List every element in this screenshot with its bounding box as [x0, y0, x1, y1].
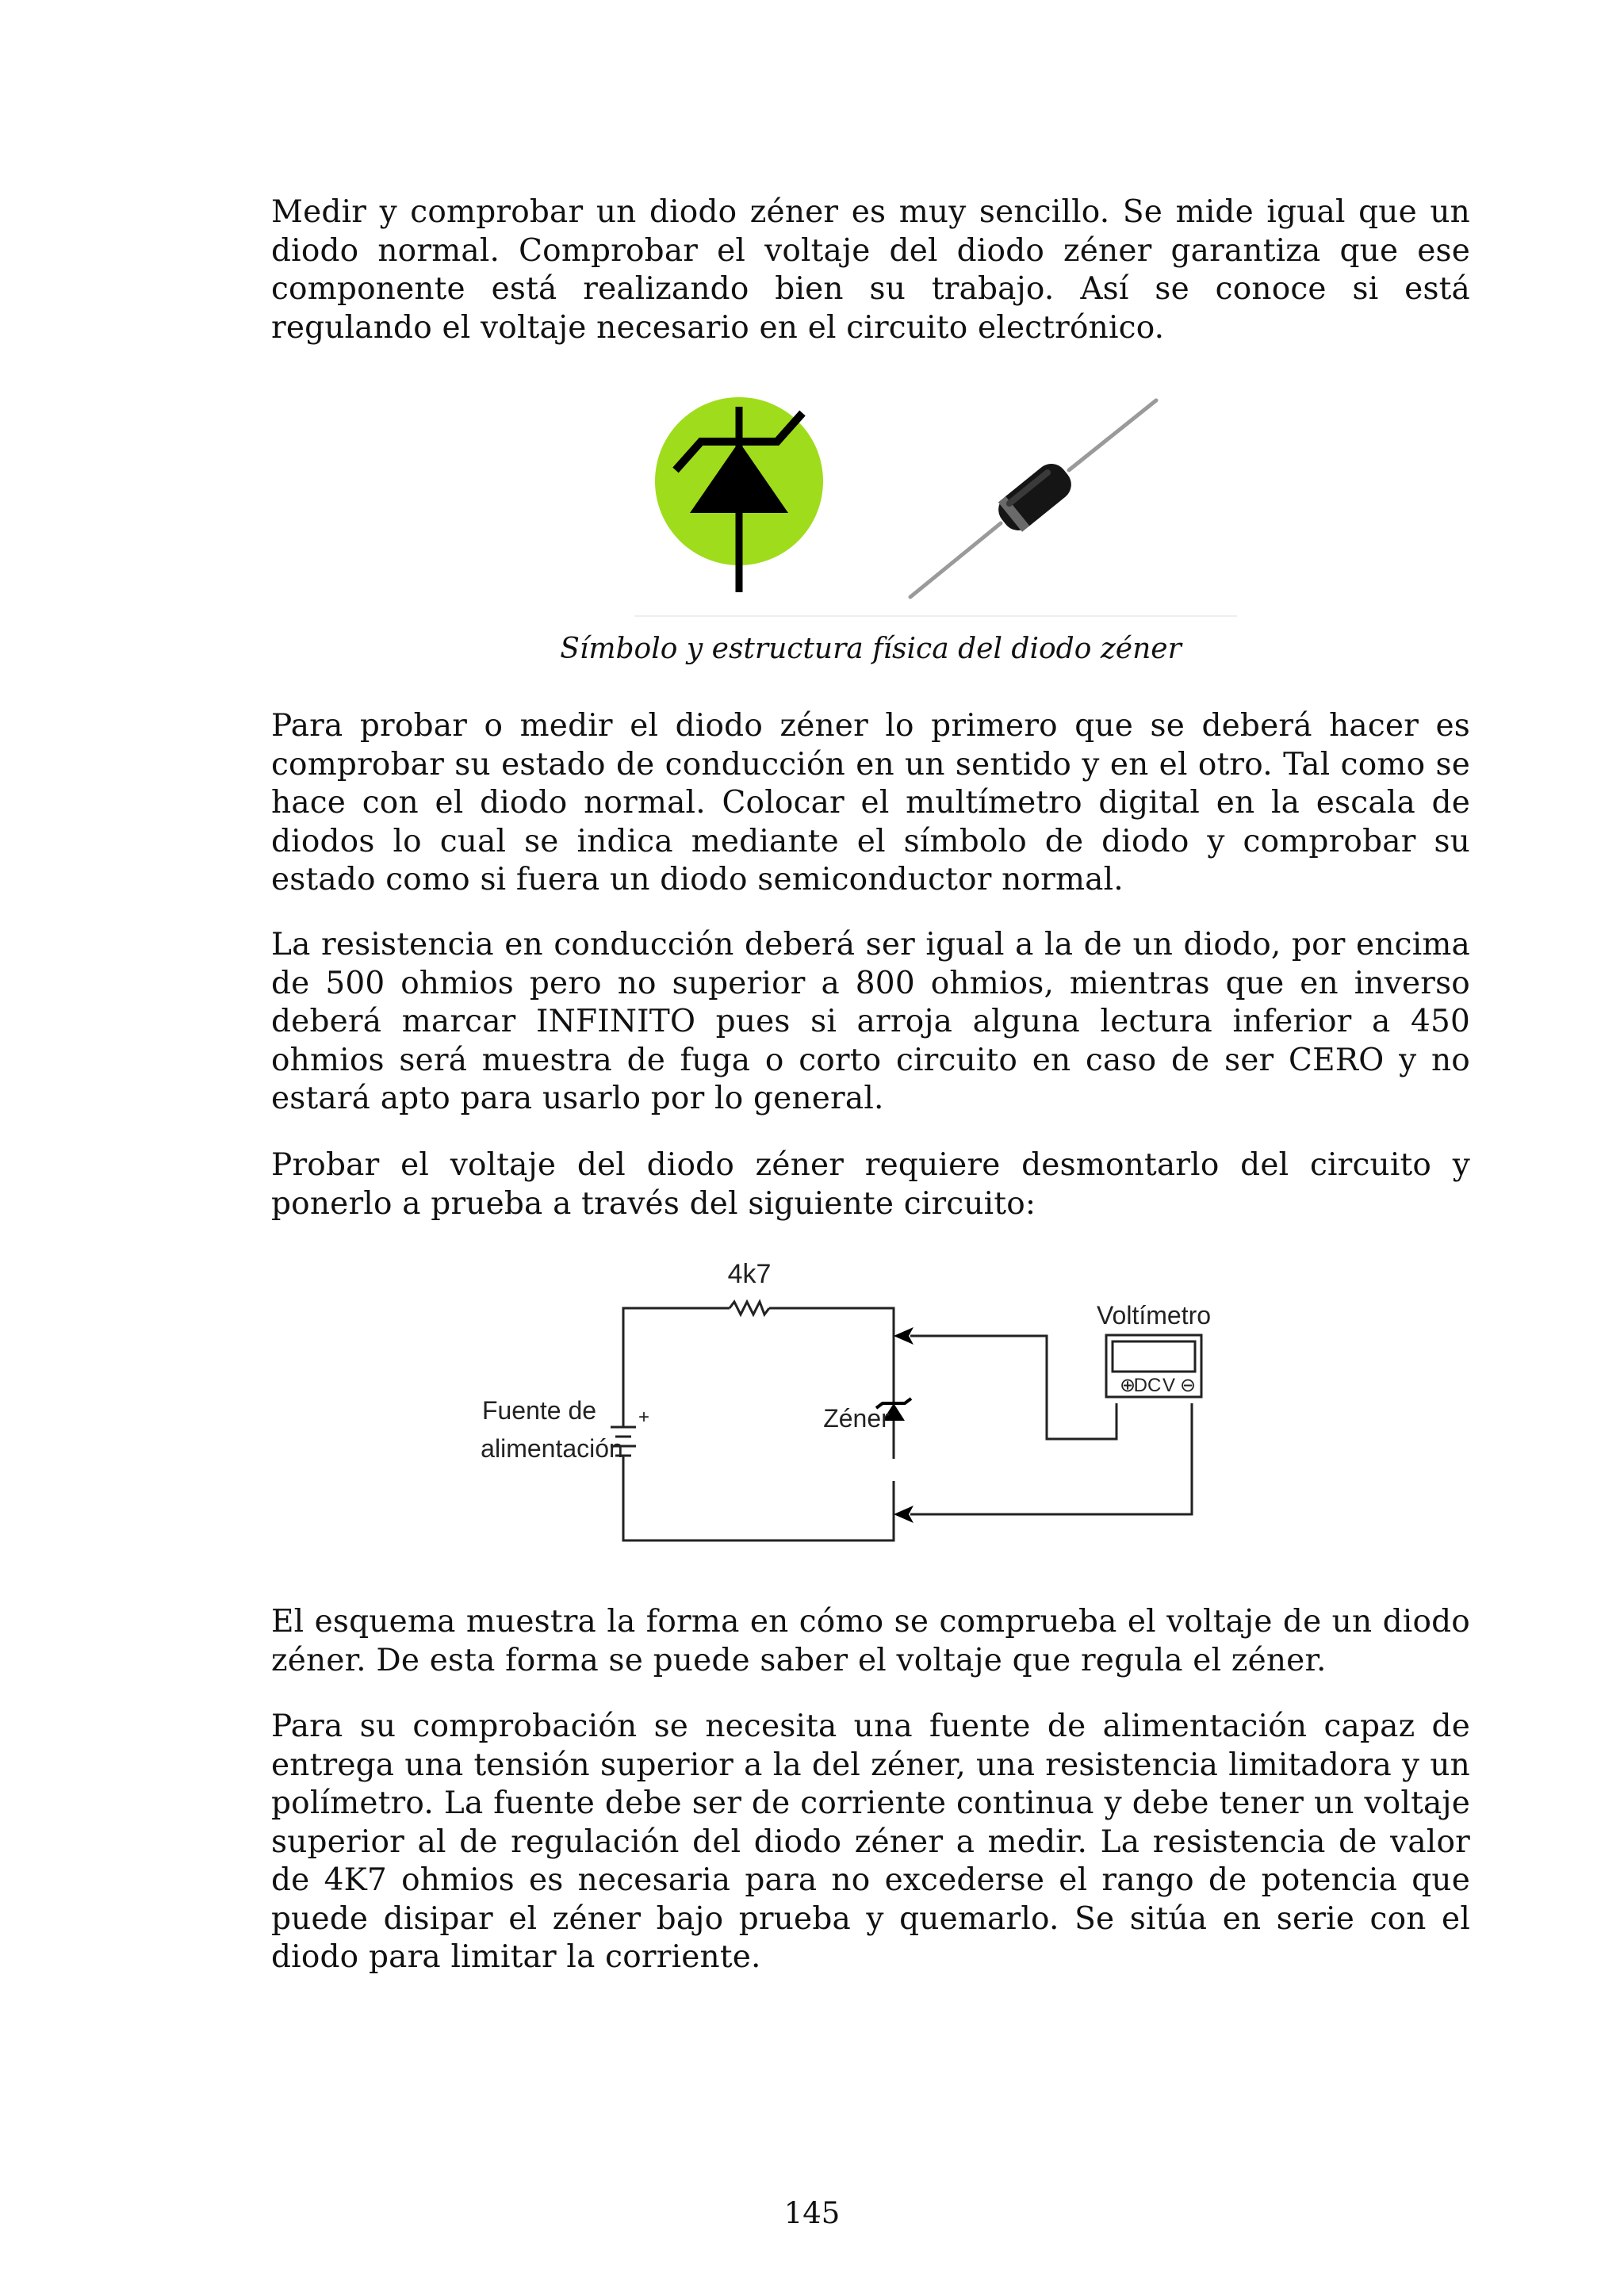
page-number: 145	[783, 2196, 841, 2230]
voltage-paragraph: Probar el voltaje del diodo zéner requiere desmontarlo del circuito y ponerlo a prueba a través del siguiente circuito:	[271, 1147, 1470, 1222]
meter-minus-terminal: ⊖	[1179, 1375, 1197, 1396]
scheme-paragraph: El esquema muestra la forma en cómo se comprueba el voltaje de un diodo zéner. De esta forma se puede saber el voltaje que regula el zéner.	[271, 1604, 1470, 1678]
zener-component-photo	[910, 400, 1156, 597]
resistor-icon	[730, 1302, 769, 1314]
procedure-paragraph: Para su comprobación se necesita una fuente de alimentación capaz de entrega una tensión superior a la del zéner, una resistencia limitadora y un polímetro. La fuente debe ser de corriente continua y debe tener un voltaje superior al de regulación del diodo zéner a medir. La resistencia de valor de 4K7 ohmios es necesaria para no excederse el rango de potencia que puede disipar el zéner bajo prueba y quemarlo. Se sitúa en serie con el diodo para limitar la corriente.	[271, 1709, 1470, 1975]
intro-paragraph: Medir y comprobar un diodo zéner es muy sencillo. Se mide igual que un diodo normal. Comprobar el voltaje del diodo zéner garantiza que ese componente está realizando bien su trabajo. Así se conoce si está regulando el voltaje necesario en el circuito electrónico.	[271, 194, 1470, 346]
zener-figure	[634, 392, 1237, 618]
circuit-diagram	[476, 1245, 1229, 1562]
resistor-label: 4k7	[727, 1259, 772, 1289]
source-label-line1: Fuente de	[481, 1396, 597, 1425]
battery-plus-sign: +	[638, 1406, 650, 1428]
zener-label: Zéner	[823, 1404, 890, 1433]
meter-plus-terminal: ⊕	[1119, 1375, 1136, 1396]
voltmeter-label: Voltímetro	[1096, 1301, 1212, 1330]
meter-v-label: V	[1162, 1375, 1176, 1396]
resistance-paragraph: La resistencia en conducción deberá ser igual a la de un diodo, por encima de 500 ohmios pero no superior a 800 ohmios, mientras que en inverso deberá marcar INFINITO pues si arroja alguna lectura inferior a 450 ohmios será muestra de fuga o corto circuito en caso de ser CERO y no estará apto para usarlo por lo general.	[271, 927, 1470, 1116]
meter-dc-label: DC	[1133, 1375, 1162, 1396]
source-label-line2: alimentación	[481, 1434, 623, 1463]
zener-symbol-icon	[655, 397, 823, 592]
test-paragraph: Para probar o medir el diodo zéner lo primero que se deberá hacer es comprobar su estado de conducción en un sentido y en el otro. Tal como se hace con el diodo normal. Colocar el multímetro digital en la escala de diodos lo cual se indica mediante el símbolo de diodo y comprobar su estado como si fuera un diodo semiconductor normal.	[271, 708, 1470, 897]
figure-caption: Símbolo y estructura física del diodo zéner	[560, 633, 1182, 665]
